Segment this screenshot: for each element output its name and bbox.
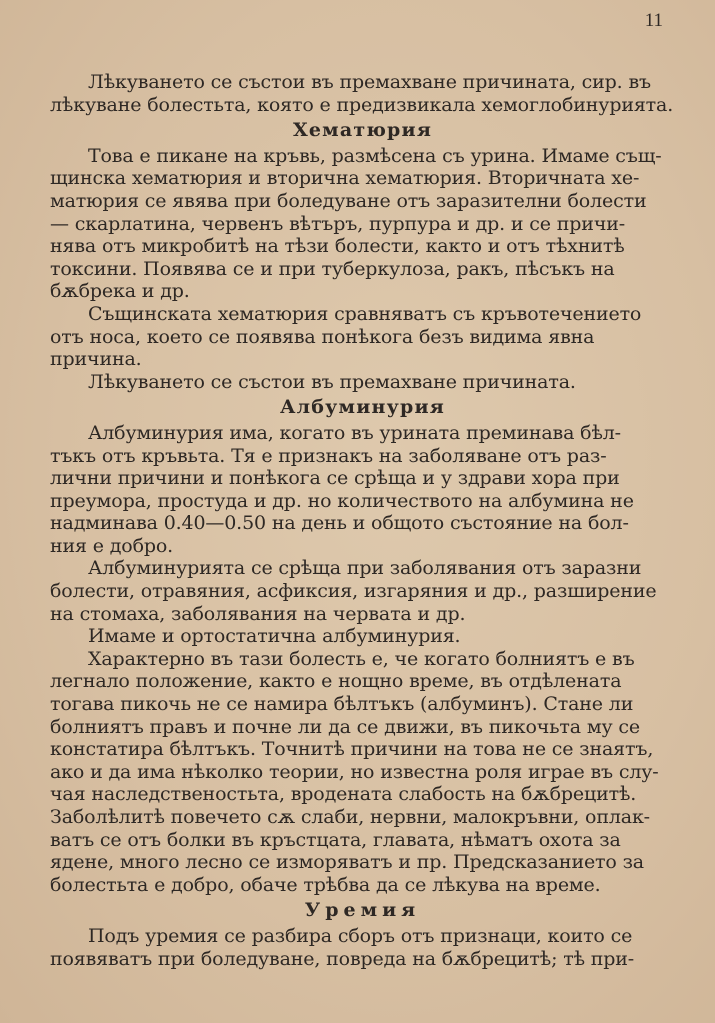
text-line: надминава 0.40—0.50 на день и общото състояние на бол- xyxy=(50,512,629,535)
text-line: Заболѣлитѣ повечето сѫ слаби, нервни, малокръвни, оплак- xyxy=(50,806,650,828)
text-line: причина. xyxy=(50,348,142,371)
text-line: появяватъ при боледуване, повреда на бѫбрецитѣ; тѣ при- xyxy=(50,947,635,970)
text-line: матюрия се явява при боледуване отъ заразителни болести xyxy=(50,189,647,212)
text-line: ватъ се отъ болки въ кръстцата, главата, нѣматъ охота за xyxy=(50,828,621,851)
paragraph xyxy=(50,625,675,648)
text-line: Лѣкуването се състои въ премахване причината, сир. въ xyxy=(88,71,651,93)
text-line: — скарлатина, червенъ вѣтъръ, пурпура и др. и се причи- xyxy=(50,212,626,235)
text-line: болестьта е добро, обаче трѣбва да се лѣкува на време. xyxy=(50,873,601,896)
text-line: чая наследственостьта, вродената слабость на бѫбрецитѣ. xyxy=(50,783,637,806)
text-line: Албуминурия има, когато въ урината преминава бѣл- xyxy=(88,421,621,444)
text-line: Това е пикане на кръвь, размѣсена съ урина. Имаме същ- xyxy=(88,144,662,167)
paragraph xyxy=(50,71,675,116)
text-line: легнало положение, както е нощно време, въ отдѣлената xyxy=(50,670,622,693)
text-line: ния е добро. xyxy=(50,534,174,557)
text-line: Имаме и ортостатична албуминурия. xyxy=(88,625,461,648)
text-line: щинска хематюрия и вторична хематюрия. Вторичната хе- xyxy=(50,167,640,190)
paragraph xyxy=(50,422,675,558)
paragraph xyxy=(50,648,675,897)
text-line: Подъ уремия се разбира сборъ отъ признаци, които се xyxy=(88,924,633,947)
text-line: отъ носа, което се появява понѣкога безъ видима явна xyxy=(50,325,595,348)
text-line: ядене, много лесно се изморяватъ и пр. Предсказанието за xyxy=(50,851,644,874)
section-heading: Уремия xyxy=(304,899,421,922)
paragraph xyxy=(50,145,675,303)
paragraph xyxy=(50,303,675,371)
text-line: Същинската хематюрия сравняватъ съ кръвотечението xyxy=(88,302,642,325)
section-heading: Албуминурия xyxy=(280,396,445,419)
paragraph xyxy=(50,557,675,625)
text-line: констатира бѣлтъкъ. Точнитѣ причини на това не се знаятъ, xyxy=(50,738,654,761)
text-line: лични причини и понѣкога се срѣща и у здрави хора при xyxy=(50,467,620,490)
text-line: Характерно въ тази болесть е, че когато болниятъ е въ xyxy=(88,647,635,670)
text-line: болести, отравяния, асфиксия, изгаряния и др., разширение xyxy=(50,580,657,603)
section-heading: Хематюрия xyxy=(292,119,433,142)
text-line: токсини. Появява се и при туберкулоза, ракъ, пѣсъкъ на xyxy=(50,257,615,280)
text-line: тогава пикочь не се намира бѣлтъкъ (албуминъ). Стане ли xyxy=(50,693,634,716)
text-line: болниятъ правъ и почне ли да се движи, въ пикочьта му се xyxy=(50,715,640,738)
paragraph xyxy=(50,371,675,394)
page-number: 11 xyxy=(644,10,663,31)
text-line: бѫбрека и др. xyxy=(50,280,190,303)
page-body-text xyxy=(50,71,675,970)
text-line: преумора, простуда и др. но количеството на албумина не xyxy=(50,489,634,512)
text-line: тъкъ отъ кръвьта. Тя е признакъ на заболяване отъ раз- xyxy=(50,444,607,467)
text-line: лѣкуване болестьта, която е предизвикала хемоглобинурията. xyxy=(50,93,674,116)
text-line: нява отъ микробитѣ на тѣзи болести, както и отъ тѣхнитѣ xyxy=(50,235,625,258)
paragraph xyxy=(50,925,675,970)
text-line: на стомаха, заболявания на червата и др. xyxy=(50,602,466,625)
text-line: ако и да има нѣколко теории, но известна роля играе въ слу- xyxy=(50,760,659,783)
text-line: Албуминурията се срѣща при заболявания отъ заразни xyxy=(88,557,642,580)
text-line: Лѣкуването се състои въ премахване причината. xyxy=(88,370,576,393)
